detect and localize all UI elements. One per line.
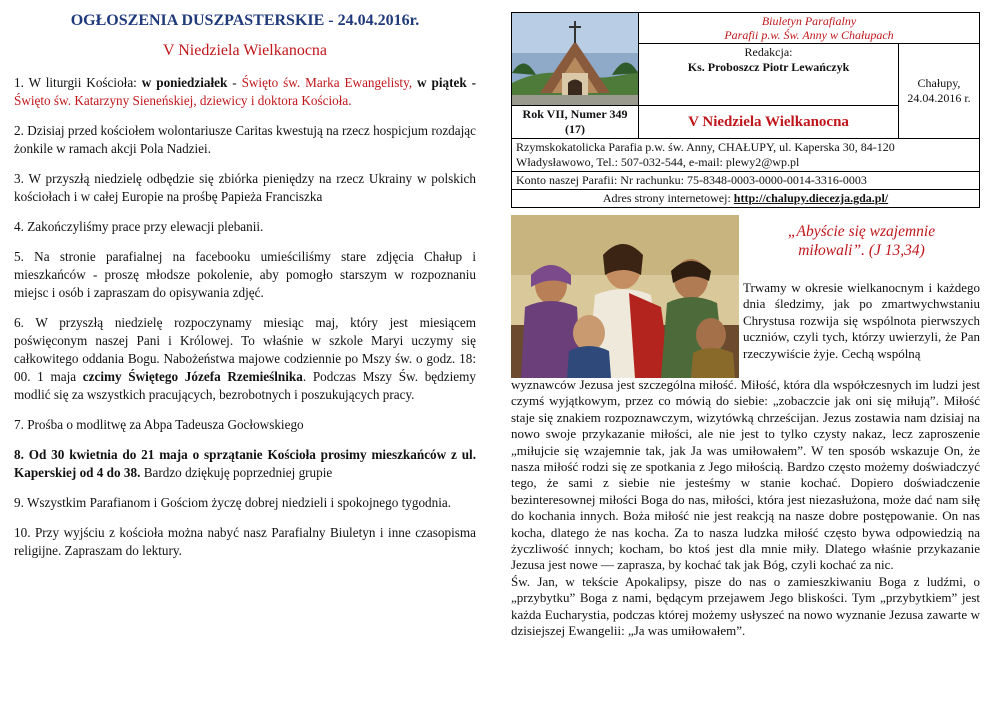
announcements-subtitle: V Niedziela Wielkanocna — [162, 42, 328, 59]
article-intro: Trwamy w okresie wielkanocnym i każdego dnia śledzimy, jak po zmartwychwstaniu Chrystusa rozwija się wspólnota pierwszych uczniów, czyli tych, którzy uwierzyli, że Pan rzeczywiście żyje. Cechą wspólną — [743, 280, 980, 361]
announcement-item-6: 6. W przyszłą niedzielę rozpoczynamy miesiąc maj, który jest miesiącem poświęconym naszej Pani i Królowej. To właśnie w szkole Maryi uczymy się całkowitego oddania Bogu. Nabożeństwa majowe codziennie po Mszy św. o godz. 18: 00. 1 maja czcimy Świętego Józefa Rzemieślnika. Podczas Mszy Św. będziemy modlić się za wszystkich pracujących, bezrobotnych i poszukujących pracy. — [14, 315, 476, 402]
announcement-item-9: 9. Wszystkim Parafianom i Gościom życzę dobrej niedzieli i spokojnego tygodnia. — [14, 495, 452, 510]
bulletin-name: Biuletyn Parafialny Parafii p.w. Św. Anny w Chałupach — [639, 13, 980, 44]
website-link[interactable]: http://chalupy.diecezja.gda.pl/ — [733, 191, 889, 205]
announcement-item-2: 2. Dzisiaj przed kościołem wolontariusze Caritas kwestują na rzecz hospicjum rozdając żonkile w ramach akcji Pola Nadziei. — [14, 123, 476, 156]
place-date: Chałupy, 24.04.2016 r. — [899, 44, 980, 139]
church-photo — [512, 13, 639, 106]
announcement-item-5: 5. Na stronie parafialnej na facebooku umieściliśmy stare zdjęcia Chałup i mieszkańców - proszę młodsze pokolenie, aby pomogło starszym w rozpoznaniu miejsc i osób i zapraszam do opisywania zdjęć. — [14, 249, 476, 300]
sunday-title: V Niedziela Wielkanocna — [639, 106, 899, 139]
bulletin-column — [511, 12, 980, 639]
announcement-item-8: 8. Od 30 kwietnia do 21 maja o sprzątanie Kościoła prosimy mieszkańców z ul. Kaperskiej od 4 do 38. Bardzo dziękuję poprzedniej grupie — [14, 447, 476, 480]
bank-account: Konto naszej Parafii: Nr rachunku: 75-8348-0003-0000-0014-3316-0003 — [512, 172, 980, 190]
article-body — [511, 377, 980, 640]
website-row: Adres strony internetowej: http://chalupy.diecezja.gda.pl/ — [512, 190, 980, 208]
announcement-item-4: 4. Zakończyliśmy prace przy elewacji plebanii. — [14, 219, 264, 234]
article-paragraph-2: Św. Jan, w tekście Apokalipsy, pisze do nas o zamieszkiwaniu Boga z ludźmi, o „przybytku” Boga z nami, będącym przejawem Jego bliskości. Tym „przybytkiem” jest każda Eucharystia, podczas której możemy usłyszeć na nowo wyznanie Jezusa zawarte w dzisiejszej Ewangelii: „Ja was umiłowałem”. — [511, 573, 980, 639]
announcement-item-10: 10. Przy wyjściu z kościoła można nabyć nasz Parafialny Biuletyn i inne czasopisma religijne. Zapraszam do lektury. — [14, 525, 476, 558]
jesus-disciples-painting — [511, 215, 739, 378]
announcement-item-1: 1. W liturgii Kościoła: w poniedziałek - Święto św. Marka Ewangelisty, w piątek - Święto św. Katarzyny Sieneńskiej, dziewicy i doktora Kościoła. — [14, 75, 476, 108]
bulletin-header — [511, 12, 980, 208]
announcements-column — [14, 12, 476, 572]
parish-address: Rzymskokatolicka Parafia p.w. św. Anny, CHAŁUPY, ul. Kaperska 30, 84-120 Władysławowo, Tel.: 507-032-544, e-mail: plewy2@wp.pl — [512, 139, 980, 172]
announcement-item-3: 3. W przyszłą niedzielę odbędzie się zbiórka pieniędzy na rzecz Ukrainy w polskich kościołach i w całej Europie na prośbę Papieża Franciszka — [14, 171, 476, 204]
article-paragraph-1: wyznawców Jezusa jest szczególna miłość. Miłość, która dla współczesnych im ludzi jest czymś wyjątkowym, przez co mówią do siebie: „zobaczcie jak oni się miłują”. Miłość staje się znakiem rozpoznawczym, wizytówką chrześcijan. Jezus zostawia nam dzisiaj na nowo swoje przykazanie miłości, ale nie jest to tylko czysty nakaz, lecz zaproszenie „miłujcie się wzajemnie tak, jak Ja was umiłowałem”. W ten sposób wskazuje On, że nasza miłość rodzi się ze spotkania z Jego miłością. Bardzo często możemy doświadczyć tego, że sami z siebie nie jesteśmy w stanie kochać. Dopiero doświadczenie bezinteresownej miłości Boga do nas, miłości, która jest niezasłużona, może dać nam siłę do kochania innych. Boża miłość nie jest reakcją na nasze dobre postępowanie. On nas kocha, dlatego że nas kocha. Za to nasza ludzka miłość często bywa odpowiedzią na życzliwość innych; kocham, bo ktoś jest dla mnie miły. Dlatego właśnie przykazanie Jezusa jest nowe — zaprasza, by kochać tak jak Bóg, czyli kochać za nic. — [511, 377, 980, 573]
announcement-item-7: 7. Prośba o modlitwę za Abpa Tadeusza Gocłowskiego — [14, 417, 304, 432]
scripture-quote: „Abyście się wzajemnie miłowali”. (J 13,34) — [787, 223, 936, 259]
editor-info: Redakcja: Ks. Proboszcz Piotr Lewańczyk — [639, 44, 899, 106]
issue-number: Rok VII, Numer 349 (17) — [512, 106, 639, 139]
announcements-title: OGŁOSZENIA DUSZPASTERSKIE - 24.04.2016r. — [70, 12, 420, 29]
